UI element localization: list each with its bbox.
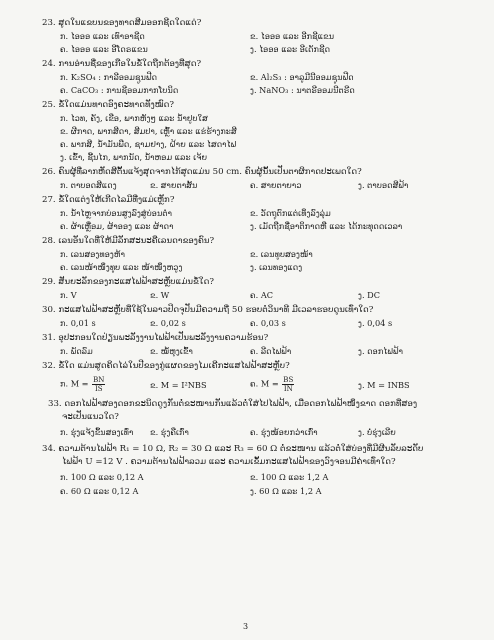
option-32c [250,376,295,393]
fraction-32c-num: BS [283,376,294,384]
option-32a-prefix: ກ. M = [60,378,89,389]
option-32b: ຂ. M = I²NBS [150,380,207,390]
option-30a: ກ. 0,01 s [60,318,96,328]
option-30c: ຄ. 0,03 s [250,318,286,328]
question-34-cont: ໄຟຟ້າ U =12 V . ຄວາມຕ້ານໄຟຟ້າລວມ ແລະ ຄວາມເຂັ້ມກະແສໄຟຟ້າຂອງວົງຈອນມີຄ່າເທົ່າໃດ? [62,457,396,467]
option-33a: ກ. ຮຸ່ງແຈ້ງຂຶ້ນສອງເທົ່າ [60,427,134,437]
option-29d: ງ. DC [358,290,380,300]
option-26a: ກ. ຕາບອດສີແດງ [60,180,117,190]
option-31d: ງ. ດອກໄຟຟ້າ [358,346,403,356]
option-26b: ຂ. ສາຍຕາສັ້ນ [150,180,198,190]
option-24c: ຄ. CaCO₃ : ການຊີອອມກາກໂບນິດ [60,85,179,95]
option-33d: ງ. ບໍ່ຮຸ່ງເລີຍ [358,427,396,437]
option-28c: ຄ. ເລນໜ້າໜຶ່ງທູບ ແລະ ໜ້າໜຶ່ງຫວູງ [60,262,183,272]
option-29a: ກ. V [60,290,77,300]
fraction-32a-num: BN [93,376,105,384]
question-23: 23. ສູດໃນແຂບນຂອງທາດສີມອອກຊີດໃດແດ່? [42,18,202,28]
question-25: 25. ຂໍ້ໃດແມ່ນທາດອົງຄະທາດທັງໝົດ? [42,100,175,110]
option-25b: ຂ. ຜີກາດ, ພາກສີດາ, ສີມປາ, ເຫຼົ້າ ແລະ ແຮ່ຮ້າງກະສີ [60,126,237,136]
page-number: 3 [243,622,249,631]
option-23a: ກ. ໄອອອ ແລະ ເທົາອາຊີດ [60,31,145,41]
option-27c: ຄ. ຜ້າເຫຼື່ອມ, ຜ້າອອງ ແລະ ຜ້າດາ [60,221,174,231]
option-25d: ງ. ເຂົ້າ, ຊີ້ນໄກ, ພາກນັດ, ນ້ຳຫອມ ແລະ ເຈ້ຍ [60,152,208,162]
option-24a: ກ. K₂SO₄ : ກາລີອອມຊູນຟີດ [60,72,158,82]
option-34a: ກ. 100 Ω ແລະ 0,12 A [60,472,144,482]
question-34: 34. ຄວາມຕ້ານໄຟຟ້າ R₁ = 10 Ω, R₂ = 30 Ω ແລະ R₃ = 60 Ω ຕໍ່ຂະໜານ ແລ້ວຕໍ່ໃສ່ບ່ອງທີ່ມີຜີນລັບລະດັບ [42,444,424,454]
option-33c: ຄ. ຮຸ່ງໜ້ອຍກວ່າເກົ່າ [250,427,318,437]
fraction-32c [282,376,294,393]
option-28a: ກ. ເລນສອງທອງຫ້າ [60,249,125,259]
option-24d: ງ. NaNO₃ : ນາຕຣີອອມນີຕຣີດ [250,85,355,95]
option-28b: ຂ. ເລນທູບສອງໜ້າ [250,249,313,259]
option-23c: ຄ. ໄອອອ ແລະ ອີໂດຣແຂນ [60,44,148,54]
question-31: 31. ອຸປະກອນໃດປ່ຽນພະລັງງານໄຟຟ້າເປັນພະລັງງານຄວາມຮ້ອນ? [42,333,269,343]
option-31c: ຄ. ລີດໄຟຟ້າ [250,346,292,356]
option-26c: ຄ. ສາຍຕາຍາວ [250,180,302,190]
option-25c: ຄ. ພາກສີ, ນ້ຳມັນພືດ, ຊາມຢາງ, ຝ້າຍ ແລະ ໄສດາໄຟ [60,139,237,149]
option-29b: ຂ. W [150,290,170,300]
option-34b: ຂ. 100 Ω ແລະ 1,2 A [250,472,329,482]
question-28: 28. ເລນອັນໃດທີ່ໃຫ້ມີລັກສະນະຄືເລນດາຂອງຄົນ? [42,236,215,246]
question-29: 29. ສັນຍະລັກຂອງກະແສໄຟຟ້າສະຫຼັບແມ່ນຂໍ້ໃດ? [42,277,214,287]
question-33-cont: ຈະເປັນແນວໃດ? [62,412,119,422]
question-32: 32. ຂໍ້ໃດ ແມ່ນສູດຄິດໄລ່ໃນປີຂອງກູ່ແຜດຂອງໄມເຄີກະແສໄຟຟ້າສະຫຼັບ? [42,361,290,371]
option-23b: ຂ. ໄອອອ ແລະ ອີກຊີແຂນ [250,31,335,41]
option-31a: ກ. ພັດລົມ [60,346,93,356]
question-33: 33. ດອກໄຟຟ້າສອງດອກຂະນິດດູງກັນຕໍ່ຂະໜານກັນແລ້ວຕໍ່ໃສ່ໄປໄຟຟ້າ, ເມື່ອດອກໄຟຟ້າໜຶ່ງຂາດ ດອກທີ່ສອງ [48,399,418,409]
option-34d: ງ. 60 Ω ແລະ 1,2 A [250,486,322,496]
question-30: 30. ກະແສໄຟຟ້າສະຫຼັບທີ່ໃຊ້ໃນລາວປິດຈຸປັນມີຄວາມຖີ່ 50 ຮອບຕໍ່ວິນາທີ ມີເວລາຮອບດູນເທົ່າໃດ? [42,305,374,315]
option-25a: ກ. ໄວທ, ຄັງ, ເຂືອ, ພາກຫັງໆ ແລະ ນ້ຳຢູບໃສ [60,113,208,123]
question-27: 27. ຂໍ້ໃດແຕ່ງໃຫ້ເກີດໄລມີທີ່ງແມ່ເຫຼັກ? [42,195,175,205]
option-32c-prefix: ຄ. M = [250,378,279,389]
option-28d: ງ. ເລນທອງແດງ [250,262,303,272]
question-26: 26. ຄົນຜູ້ທີ່ລາກຫັດສີຕັ້ນແຈ້ງສຸດຈາກໄກ້ສຸດແມ່ນ 50 cm. ຄົນຜູ້ນັ້ນເປັນຕາຜິກາດປະເພດໃດ? [42,167,362,177]
option-32a [60,376,106,393]
option-27a: ກ. ນ້ຳໄຫຼຈາກບ່ອນສູງລົງສູ່ບ່ອນຕ່ຳ [60,208,173,218]
fraction-32c-den: IN [283,385,293,393]
option-30b: ຂ. 0,02 s [150,318,186,328]
option-23d: ງ. ໄອອອ ແລະ ອີເດັກຊີດ [250,44,331,54]
option-31b: ຂ. ໝໍ້ຫຸງເຂົ້າ [150,346,193,356]
option-29c: ຄ. AC [250,290,274,300]
option-33b: ຂ. ຮຸ່ງຄືເກົ່າ [150,427,189,437]
fraction-32a-den: IS [95,385,103,393]
option-27b: ຂ. ວັດຖຸຕົກແຕ່ເທິ່ງລົງລຸ່ມ [250,208,331,218]
question-24: 24. ການອ່ານຊື່ຂອງເກືອໃນຂໍ້ໃດຖືກຕ້ອງທີ່ສຸດ? [42,59,202,69]
option-34c: ຄ. 60 Ω ແລະ 0,12 A [60,486,139,496]
option-30d: ງ. 0,04 s [358,318,393,328]
option-26d: ງ. ຕາບອດສີຟ້າ [358,180,409,190]
option-27d: ງ. ເມັດຖືກຊື່ອາຕິກາດຫື ແລະ ໄດ້ກະທຸດດເວລາ [250,221,403,231]
fraction-32a [92,376,105,393]
option-24b: ຂ. Al₂S₃ : ອາລູມີນີອອມຊູນຟີດ [250,72,354,82]
option-32d: ງ. M = INBS [358,380,410,390]
